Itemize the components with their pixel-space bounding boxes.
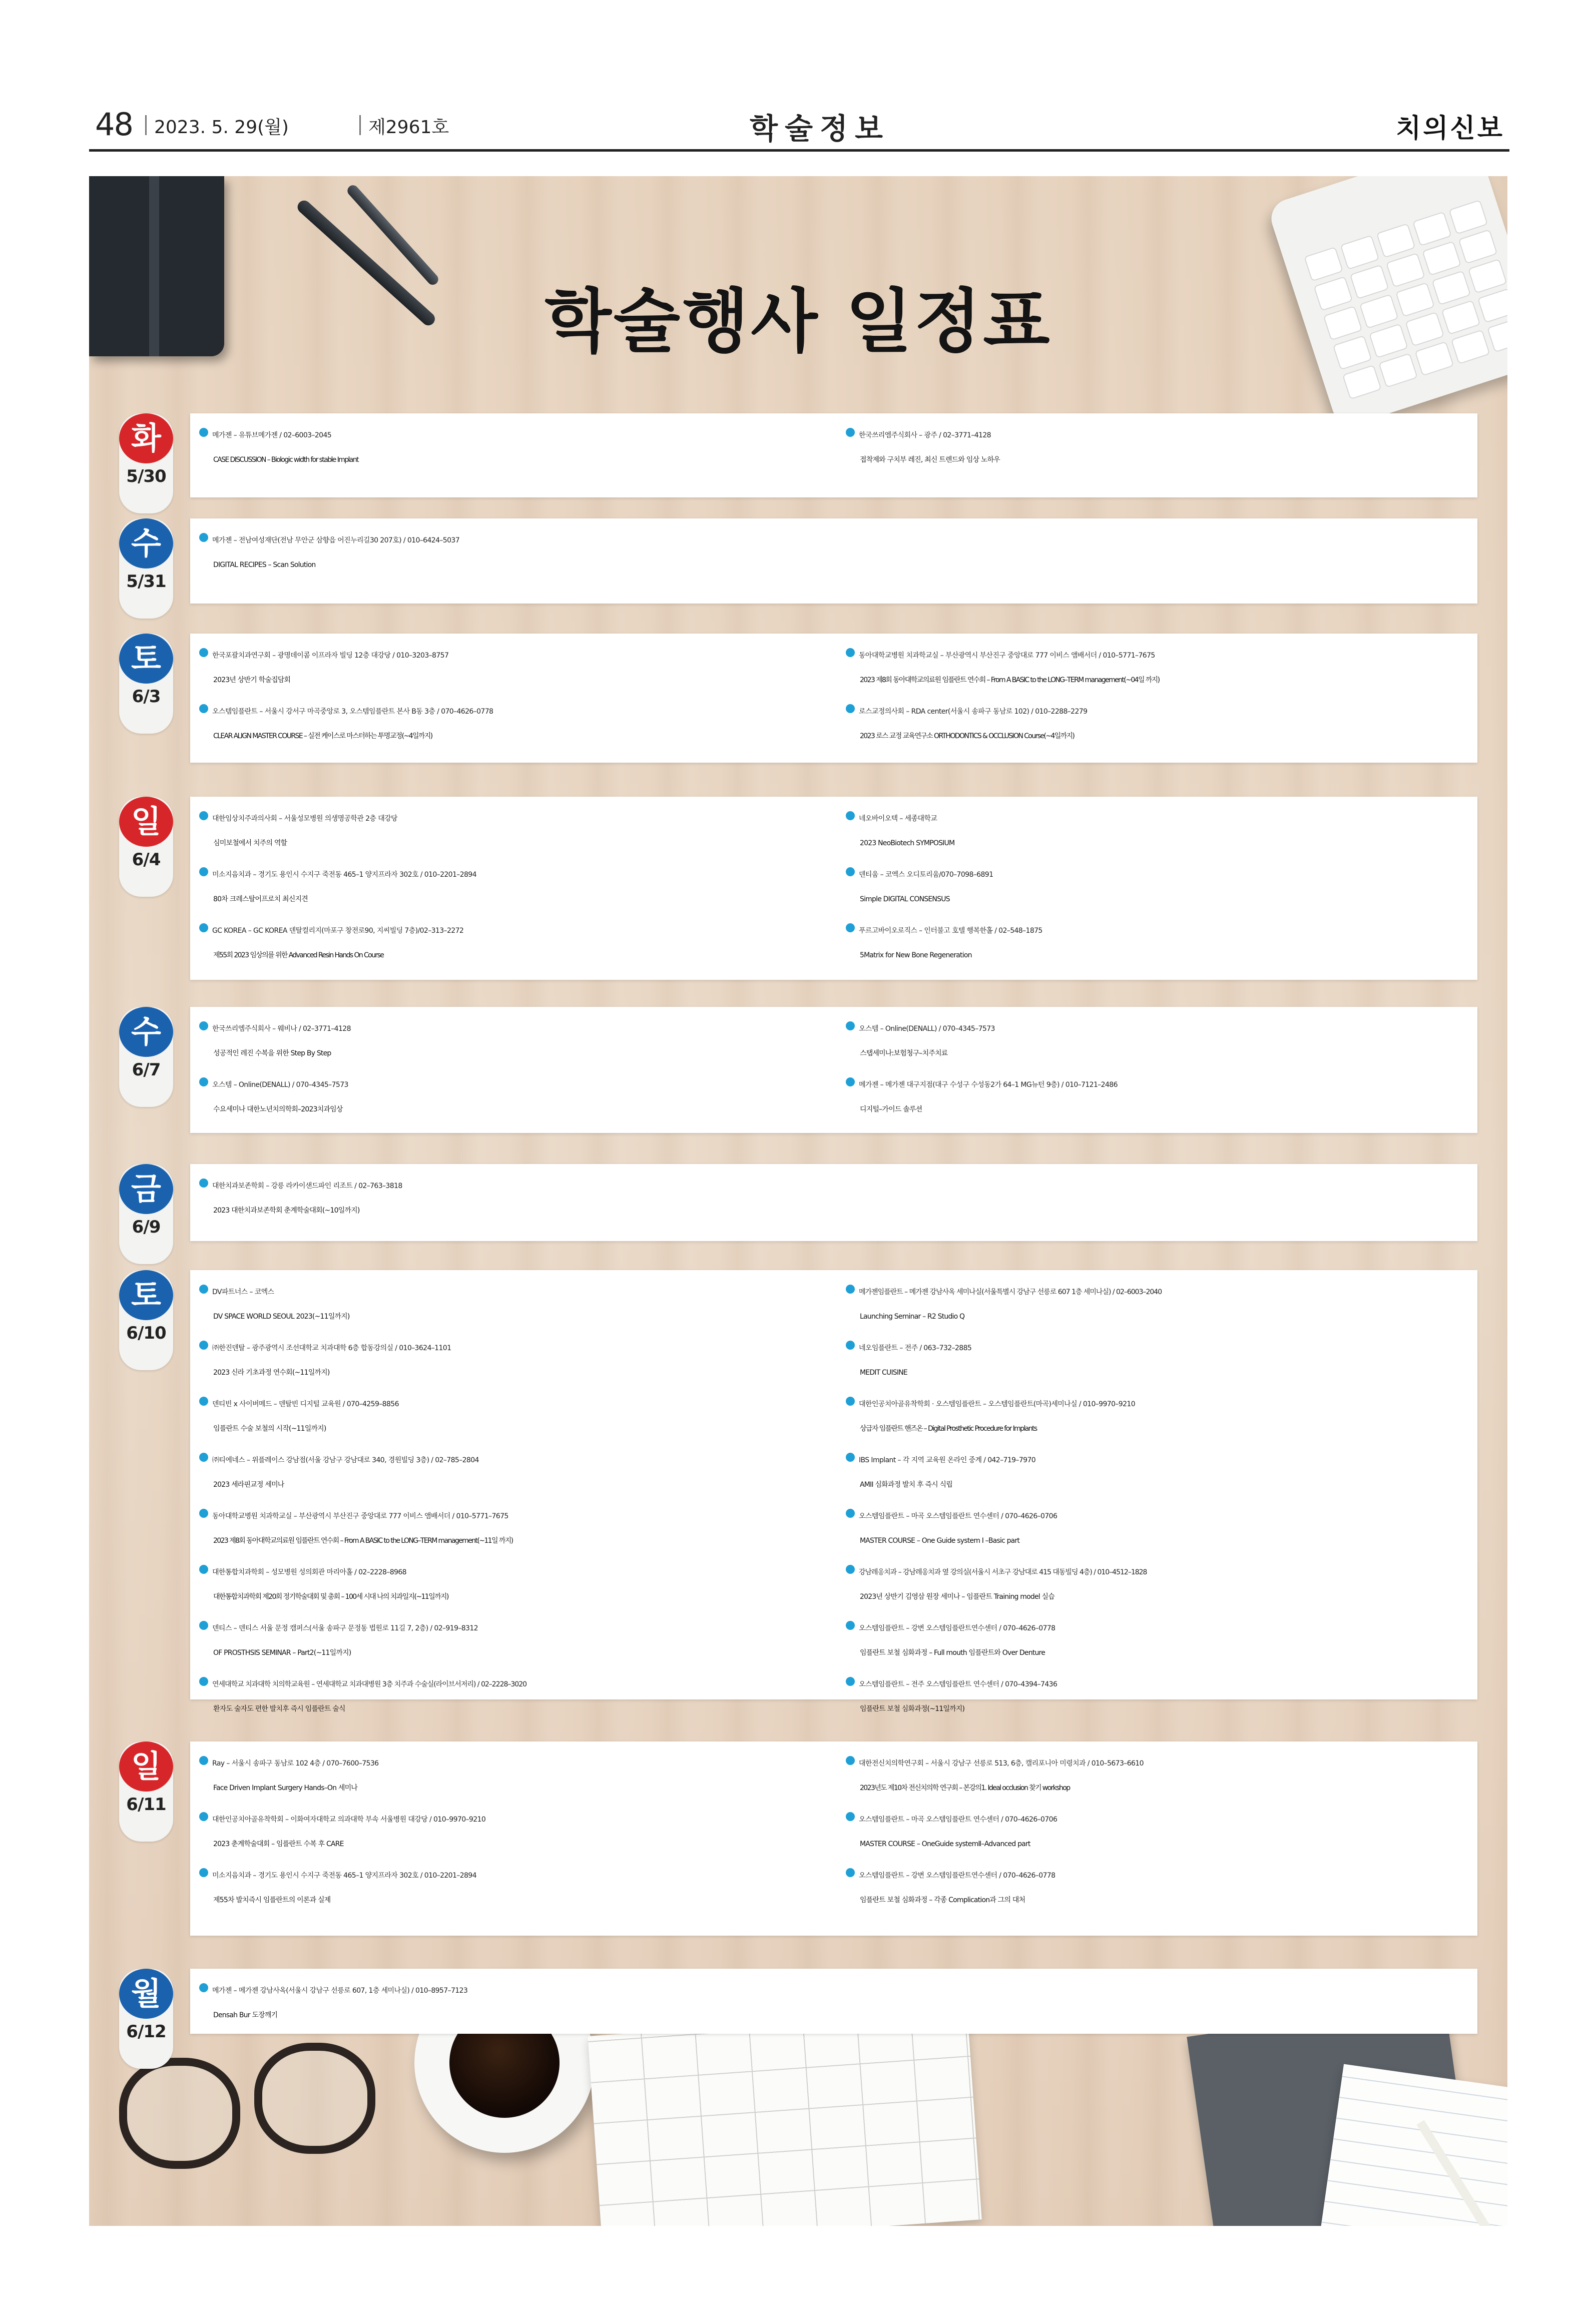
event-organizer-info	[199, 1282, 830, 1302]
event-info-text: GC KOREA – GC KOREA 덴탈컬리지(마포구 창전로90, 지씨빌딩 7층)/02–313–2272	[212, 927, 464, 935]
event-title: 5Matrix for New Bone Regeneration	[860, 951, 972, 959]
event-title: 대한통합치과학회 제20회 정기학술대회 및 총회 – 100세 시대 나의 치과일지(~11일까지)	[213, 1593, 448, 1601]
event-info-text: 메가젠 – 메가젠 대구지점(대구 수성구 수성동2가 64–1 MG뉴턴 9층) / 010–7121–2486	[859, 1081, 1118, 1089]
event-item	[199, 1338, 830, 1394]
event-item	[846, 1394, 1476, 1450]
event-organizer-info	[199, 1338, 830, 1358]
bullet-dot-icon	[199, 1565, 208, 1574]
event-item	[846, 1810, 1476, 1866]
event-info-text: 미소지음치과 – 경기도 용인시 수지구 죽전동 465–1 양지프라자 302호 / 010–2201–2894	[212, 1872, 476, 1880]
event-info-text: 대한통합치과학회 – 성모병원 성의회관 마리아홀 / 02–2228–8968	[212, 1568, 406, 1576]
day-badge	[119, 1007, 173, 1107]
date-label: 6/4	[132, 850, 161, 870]
event-item	[199, 809, 830, 865]
weekday-label: 토	[119, 1270, 173, 1320]
event-organizer-info	[199, 809, 830, 829]
issue-number: 제2961호	[368, 117, 449, 138]
event-organizer-info	[846, 865, 1476, 885]
event-info-text: 동아대학교병원 치과학교실 – 부산광역시 부산진구 중앙대로 777 이비스 앰배서더 / 010–5771–7675	[212, 1512, 508, 1520]
bullet-dot-icon	[846, 1285, 855, 1294]
events-column-left	[199, 1176, 830, 1232]
bullet-dot-icon	[846, 1509, 855, 1518]
calculator-key	[1448, 200, 1488, 235]
header-divider	[359, 115, 361, 135]
weekday-label: 수	[119, 1007, 173, 1057]
events-column-right	[846, 1754, 1476, 1922]
event-info-text: 한국포괄치과연구회 – 광명데이콤 이프라자 빌딩 12층 대강당 / 010–3203–8757	[212, 652, 449, 660]
event-item	[846, 1562, 1476, 1618]
event-item	[199, 1810, 830, 1866]
event-item	[199, 1450, 830, 1506]
bullet-dot-icon	[199, 533, 208, 542]
event-info-text: ㈜한진덴탈 – 광주광역시 조선대학교 치과대학 6층 합동강의실 / 010–3624–1101	[212, 1344, 451, 1352]
bullet-dot-icon	[199, 1621, 208, 1630]
events-column-left	[199, 1754, 830, 1922]
bullet-dot-icon	[846, 1756, 855, 1765]
event-organizer-info	[846, 1075, 1476, 1095]
event-item	[846, 1450, 1476, 1506]
bullet-dot-icon	[199, 1983, 208, 1992]
event-item	[846, 425, 1476, 481]
event-title: MASTER COURSE – OneGuide systemⅡ–Advanced part	[860, 1840, 1030, 1848]
bullet-dot-icon	[846, 1341, 855, 1350]
event-title: Launching Seminar – R2 Studio Q	[860, 1313, 965, 1321]
weekday-label: 화	[119, 413, 173, 463]
event-info-text: 한국쓰리엠주식회사 – 광주 / 02–3771–4128	[859, 431, 991, 439]
event-info-text: 오스템 – Online(DENALL) / 070–4345–7573	[212, 1081, 348, 1089]
event-organizer-info	[199, 1450, 830, 1470]
event-info-text: Ray – 서울시 송파구 동남로 102 4층 / 070–7600–7536	[212, 1760, 379, 1768]
notepad-decoration	[1319, 2064, 1507, 2226]
event-title: 2023년 상반기 학술집담회	[213, 676, 291, 684]
event-item	[199, 1394, 830, 1450]
events-panel	[190, 634, 1477, 763]
event-item	[199, 1981, 830, 2037]
event-info-text: 덴티빈 x 사이버메드 – 덴탈빈 디지털 교육원 / 070–4259–8856	[212, 1400, 399, 1408]
event-item	[199, 1618, 830, 1674]
date-label: 6/9	[132, 1217, 161, 1237]
event-item	[199, 1282, 830, 1338]
event-item	[199, 646, 830, 702]
events-column-left	[199, 1282, 830, 1730]
event-item	[846, 865, 1476, 921]
events-panel	[190, 1969, 1477, 2034]
day-badge	[119, 1741, 173, 1842]
events-column-right	[846, 425, 1476, 481]
events-column-left	[199, 646, 830, 758]
bullet-dot-icon	[199, 428, 208, 437]
event-info-text: 메가젠임플란트 – 메가젠 강남사옥 세미나실(서울특별시 강남구 선릉로 607 1층 세미나실) / 02–6003–2040	[859, 1288, 1162, 1296]
event-organizer-info	[846, 921, 1476, 941]
event-title: OF PROSTHSIS SEMINAR – Part2(~11일까지)	[213, 1649, 351, 1657]
header-divider	[145, 115, 147, 135]
event-item	[846, 1506, 1476, 1562]
event-title: 스탭세미나:보험청구–치주치료	[860, 1049, 948, 1057]
bullet-dot-icon	[199, 1179, 208, 1188]
event-organizer-info	[199, 921, 830, 941]
event-organizer-info	[846, 1506, 1476, 1526]
event-title: DV SPACE WORLD SEOUL 2023(~11일까지)	[213, 1313, 350, 1321]
bullet-dot-icon	[846, 811, 855, 820]
event-organizer-info	[199, 1866, 830, 1886]
events-panel	[190, 1164, 1477, 1241]
weekday-label: 월	[119, 1969, 173, 2019]
bullet-dot-icon	[199, 811, 208, 820]
event-organizer-info	[846, 425, 1476, 445]
weekday-label: 토	[119, 634, 173, 684]
events-column-right	[846, 1282, 1476, 1730]
event-organizer-info	[199, 646, 830, 666]
event-organizer-info	[199, 1394, 830, 1414]
event-info-text: 네오임플란트 – 전주 / 063–732–2885	[859, 1344, 972, 1352]
event-item	[846, 646, 1476, 702]
bullet-dot-icon	[199, 1812, 208, 1821]
events-column-left	[199, 809, 830, 977]
day-badge	[119, 797, 173, 897]
event-organizer-info	[199, 1506, 830, 1526]
event-info-text: 강남레옹치과 – 강남레옹치과 옆 강의실(서울시 서초구 강남대로 415 대동빌딩 4층) / 010–4512–1828	[859, 1568, 1147, 1576]
event-organizer-info	[846, 1282, 1476, 1302]
event-title: 디지털–가이드 솔루션	[860, 1105, 922, 1113]
event-title: CLEAR ALIGN MASTER COURSE – 실전 케이스로 마스터하는 투명교정(~4일까지)	[213, 732, 432, 740]
event-title: 2023 제8회 동아대학교의료원 임플란트 연수회 – From A BASIC to the LONG–TERM management(~11일 까지)	[213, 1537, 513, 1545]
day-badge	[119, 413, 173, 513]
event-item	[199, 425, 830, 481]
event-item	[846, 809, 1476, 865]
section-title: 학술정보	[749, 112, 890, 146]
event-item	[199, 865, 830, 921]
event-info-text: 메가젠 – 유튜브메가젠 / 02–6003–2045	[212, 431, 332, 439]
event-info-text: 오스템 – Online(DENALL) / 070–4345–7573	[859, 1025, 995, 1033]
event-title: DIGITAL RECIPES – Scan Solution	[213, 561, 316, 569]
calculator-key	[1412, 211, 1452, 246]
events-column-left	[199, 425, 830, 481]
event-organizer-info	[199, 425, 830, 445]
event-organizer-info	[199, 1562, 830, 1582]
weekday-label: 일	[119, 797, 173, 847]
bullet-dot-icon	[846, 923, 855, 932]
event-item	[846, 702, 1476, 758]
weekday-label: 수	[119, 518, 173, 568]
event-info-text: 오스템임플란트 – 강변 오스템임플란트연수센터 / 070–4626–0778	[859, 1872, 1055, 1880]
event-organizer-info	[846, 809, 1476, 829]
event-item	[846, 1338, 1476, 1394]
event-title: Simple DIGITAL CONSENSUS	[860, 895, 950, 903]
event-organizer-info	[199, 1674, 830, 1694]
event-organizer-info	[846, 646, 1476, 666]
event-info-text: 메가젠 – 메가젠 강남사옥(서울시 강남구 선릉로 607, 1층 세미나실) / 010–8957–7123	[212, 1987, 468, 1995]
event-organizer-info	[199, 1075, 830, 1095]
event-title: AMII 심화과정 발치 후 즉시 식립	[860, 1481, 952, 1489]
event-item	[846, 1618, 1476, 1674]
event-info-text: 덴티움 – 코엑스 오디토리움/070–7098–6891	[859, 871, 993, 879]
event-item	[199, 530, 830, 587]
event-item	[199, 1075, 830, 1131]
calendar-decoration	[588, 2010, 981, 2226]
event-organizer-info	[846, 1754, 1476, 1774]
event-info-text: 오스템임플란트 – 전주 오스템임플란트 연수센터 / 070–4394–7436	[859, 1680, 1057, 1688]
bullet-dot-icon	[846, 704, 855, 713]
event-title: 심미보철에서 치주의 역할	[213, 839, 287, 847]
event-info-text: 대한인공치아골유착학회 · 오스템임플란트 – 오스템임플란트(마곡)세미나실 / 010–9970–9210	[859, 1400, 1136, 1408]
page-number: 48	[95, 106, 133, 143]
event-title: MEDIT CUISINE	[860, 1369, 907, 1377]
event-title: Densah Bur 도장깨기	[213, 2011, 278, 2019]
event-info-text: 대한인공치아골유착학회 – 이화여자대학교 의과대학 부속 서울병원 대강당 / 010–9970–9210	[212, 1816, 486, 1824]
event-title: 제55회 2023 임상의를 위한 Advanced Resin Hands On Course	[213, 951, 384, 959]
event-info-text: 연세대학교 치과대학 치의학교육원 – 연세대학교 치과대병원 3층 치주과 수술실(라이브서저리) / 02–2228–3020	[212, 1680, 527, 1688]
event-info-text: 오스템임플란트 – 강변 오스템임플란트연수센터 / 070–4626–0778	[859, 1624, 1055, 1632]
event-item	[846, 1282, 1476, 1338]
event-title: 상급자 임플란트 핸즈온 – Digital Prosthetic Procedure for Implants	[860, 1425, 1037, 1433]
newspaper-logo: 치의신보	[1396, 114, 1504, 144]
day-badge	[119, 1969, 173, 2069]
event-item	[199, 1019, 830, 1075]
date-label: 6/11	[126, 1795, 166, 1815]
event-title: Face Driven Implant Surgery Hands–On 세미나	[213, 1784, 358, 1792]
event-title: 2023 춘계학술대회 – 임플란트 수복 후 CARE	[213, 1840, 344, 1848]
event-item	[846, 1075, 1476, 1131]
event-title: 2023년도 제10차 전신치의학 연구회 – 본강의1. Ideal occlusion 찾기 workshop	[860, 1784, 1070, 1792]
event-organizer-info	[846, 1618, 1476, 1638]
date-label: 6/7	[132, 1060, 161, 1080]
date-label: 5/31	[126, 571, 166, 592]
bullet-dot-icon	[846, 428, 855, 437]
event-organizer-info	[199, 1618, 830, 1638]
event-info-text: DV파트너스 – 코엑스	[212, 1288, 274, 1296]
event-item	[846, 1019, 1476, 1075]
bullet-dot-icon	[846, 1812, 855, 1821]
event-title: 2023 세라핀교정 세미나	[213, 1481, 284, 1489]
event-organizer-info	[846, 1562, 1476, 1582]
event-info-text: 로스교정의사회 – RDA center(서울시 송파구 동남로 102) / 010–2288–2279	[859, 708, 1088, 716]
event-info-text: 오스템임플란트 – 서울시 강서구 마곡중앙로 3, 오스템임플란트 본사 B동 3층 / 070–4626–0778	[212, 708, 493, 716]
event-organizer-info	[846, 1338, 1476, 1358]
event-organizer-info	[199, 1810, 830, 1830]
event-organizer-info	[199, 1019, 830, 1039]
event-item	[199, 1176, 830, 1232]
event-organizer-info	[199, 1176, 830, 1196]
bullet-dot-icon	[199, 1077, 208, 1086]
event-info-text: 메가젠 – 전남여성재단(전남 무안군 삼향읍 어진누리길30 207호) / 010–6424–5037	[212, 536, 460, 544]
event-info-text: 대한임상치주과의사회 – 서울성모병원 의생명공학관 2층 대강당	[212, 815, 397, 823]
event-title: 80차 크레스탈어프로치 최신지견	[213, 895, 308, 903]
bullet-dot-icon	[199, 648, 208, 657]
event-item	[846, 1866, 1476, 1922]
day-badge	[119, 634, 173, 734]
event-item	[199, 1754, 830, 1810]
events-panel	[190, 518, 1477, 604]
bullet-dot-icon	[199, 1397, 208, 1406]
event-item	[199, 1506, 830, 1562]
event-item	[846, 921, 1476, 977]
date-label: 6/12	[126, 2022, 166, 2042]
events-column-left	[199, 530, 830, 587]
event-item	[199, 1866, 830, 1922]
bullet-dot-icon	[846, 867, 855, 876]
day-badge	[119, 1164, 173, 1264]
day-badge	[119, 518, 173, 619]
bullet-dot-icon	[199, 704, 208, 713]
event-info-text: ㈜티에네스 – 위플레이스 강남점(서울 강남구 강남대로 340, 경원빌딩 3층) / 02–785–2804	[212, 1456, 479, 1464]
event-title: 2023 로스 교정 교육연구소 ORTHODONTICS & OCCLUSION Course(~4일까지)	[860, 732, 1075, 740]
bullet-dot-icon	[846, 1077, 855, 1086]
events-panel	[190, 1741, 1477, 1936]
events-column-right	[846, 646, 1476, 758]
day-badge	[119, 1270, 173, 1370]
event-item	[199, 1562, 830, 1618]
event-title: 환자도 술자도 편한 발치후 즉시 임플란트 술식	[213, 1705, 345, 1713]
issue-date: 2023. 5. 29(월)	[154, 117, 289, 138]
calculator-key	[1376, 223, 1416, 258]
event-title: 임플란트 보철 심화과정 – 각종 Complication과 그의 대처	[860, 1896, 1025, 1904]
event-info-text: 동아대학교병원 치과학교실 – 부산광역시 부산진구 중앙대로 777 이비스 앰배서더 / 010–5771–7675	[859, 652, 1155, 660]
bullet-dot-icon	[199, 923, 208, 932]
date-label: 6/10	[126, 1323, 166, 1343]
events-column-left	[199, 1981, 830, 2037]
calculator-key	[1342, 365, 1382, 400]
events-panel	[190, 1270, 1477, 1713]
bullet-dot-icon	[846, 1397, 855, 1406]
event-item	[199, 921, 830, 977]
bullet-dot-icon	[199, 1285, 208, 1294]
event-info-text: 대한치과보존학회 – 강릉 라카이샌드파인 리조트 / 02–763–3818	[212, 1182, 402, 1190]
event-title: 임플란트 보철 심화과정(~11일까지)	[860, 1705, 965, 1713]
events-panel	[190, 413, 1477, 497]
calculator-key	[1340, 235, 1380, 270]
event-item	[846, 1754, 1476, 1810]
event-organizer-info	[199, 530, 830, 550]
event-organizer-info	[846, 1674, 1476, 1694]
event-organizer-info	[846, 1810, 1476, 1830]
bullet-dot-icon	[199, 1868, 208, 1877]
event-organizer-info	[846, 1866, 1476, 1886]
bullet-dot-icon	[846, 1021, 855, 1030]
bullet-dot-icon	[199, 867, 208, 876]
event-title: 2023 신라 기초과정 연수회(~11일까지)	[213, 1369, 330, 1377]
bullet-dot-icon	[846, 1677, 855, 1686]
event-organizer-info	[846, 702, 1476, 722]
event-title: 제55차 발치즉시 임플란트의 이론과 실제	[213, 1896, 331, 1904]
schedule-board	[89, 176, 1507, 2226]
bullet-dot-icon	[846, 1621, 855, 1630]
event-title: 2023 대한치과보존학회 춘계학술대회(~10일까지)	[213, 1207, 360, 1215]
header-rule	[89, 149, 1509, 152]
events-column-right	[846, 1019, 1476, 1131]
event-title: 2023 제8회 동아대학교의료원 임플란트 연수회 – From A BASIC to the LONG–TERM management(~04일 까지)	[860, 676, 1160, 684]
bullet-dot-icon	[846, 1868, 855, 1877]
event-organizer-info	[846, 1394, 1476, 1414]
event-info-text: 대한전신치의학연구회 – 서울시 강남구 선릉로 513, 6층, 캘리포니아 미령치과 / 010–5673–6610	[859, 1760, 1144, 1768]
event-title: CASE DISCUSSION – Biologic width for stable Implant	[213, 456, 358, 464]
event-info-text: 미소지음치과 – 경기도 용인시 수지구 죽전동 465–1 양지프라자 302호 / 010–2201–2894	[212, 871, 476, 879]
event-title: MASTER COURSE – One Guide system Ⅰ –Basic part	[860, 1537, 1020, 1545]
event-info-text: 덴티스 – 덴티스 서울 문정 캠퍼스(서울 송파구 문정동 법원로 11길 7, 2층) / 02–919–8312	[212, 1624, 478, 1632]
event-title: 임플란트 보철 심화과정 – Full mouth 임플란트와 Over Denture	[860, 1649, 1045, 1657]
event-title: 임플란트 수술 보철의 시작(~11일까지)	[213, 1425, 326, 1433]
events-panel	[190, 1007, 1477, 1133]
event-item	[199, 702, 830, 758]
event-info-text: 오스템임플란트 – 마곡 오스템임플란트 연수센터 / 070–4626–0706	[859, 1512, 1057, 1520]
event-title: 2023 NeoBiotech SYMPOSIUM	[860, 839, 955, 847]
date-label: 5/30	[126, 466, 166, 486]
bullet-dot-icon	[199, 1509, 208, 1518]
bullet-dot-icon	[846, 1453, 855, 1462]
event-item	[846, 1674, 1476, 1730]
event-title: 수요세미나 대한노년치의학회–2023치과임상	[213, 1105, 343, 1113]
weekday-label: 일	[119, 1741, 173, 1792]
bullet-dot-icon	[199, 1677, 208, 1686]
event-organizer-info	[846, 1019, 1476, 1039]
bullet-dot-icon	[199, 1756, 208, 1765]
event-info-text: 푸르고바이오로직스 – 인터불고 호텔 행복한홀 / 02–548–1875	[859, 927, 1042, 935]
event-organizer-info	[199, 1981, 830, 2001]
event-organizer-info	[199, 702, 830, 722]
events-panel	[190, 797, 1477, 980]
bullet-dot-icon	[846, 1565, 855, 1574]
event-info-text: 오스템임플란트 – 마곡 오스템임플란트 연수센터 / 070–4626–0706	[859, 1816, 1057, 1824]
events-column-right	[846, 809, 1476, 977]
weekday-label: 금	[119, 1164, 173, 1214]
event-organizer-info	[199, 865, 830, 885]
date-label: 6/3	[132, 687, 161, 707]
event-title: 2023년 상반기 김영삼 원장 세미나 – 임플란트 Training model 실습	[860, 1593, 1054, 1601]
event-item	[199, 1674, 830, 1730]
event-info-text: 네오바이오텍 – 세종대학교	[859, 815, 937, 823]
bullet-dot-icon	[199, 1341, 208, 1350]
event-info-text: 한국쓰리엠주식회사 – 웨비나 / 02–3771–4128	[212, 1025, 351, 1033]
page-header	[89, 103, 1509, 149]
bullet-dot-icon	[199, 1021, 208, 1030]
event-organizer-info	[199, 1754, 830, 1774]
event-title: 접착제와 구치부 레진, 최신 트렌드와 임상 노하우	[860, 456, 1000, 464]
bullet-dot-icon	[199, 1453, 208, 1462]
event-organizer-info	[846, 1450, 1476, 1470]
events-column-left	[199, 1019, 830, 1131]
bullet-dot-icon	[846, 648, 855, 657]
page-title: 학술행사 일정표	[545, 281, 1052, 362]
event-title: 성공적인 레진 수복을 위한 Step By Step	[213, 1049, 331, 1057]
event-info-text: IBS Implant – 각 지역 교육원 온라인 중계 / 042–719–7970	[859, 1456, 1036, 1464]
calculator-key	[1458, 229, 1498, 264]
